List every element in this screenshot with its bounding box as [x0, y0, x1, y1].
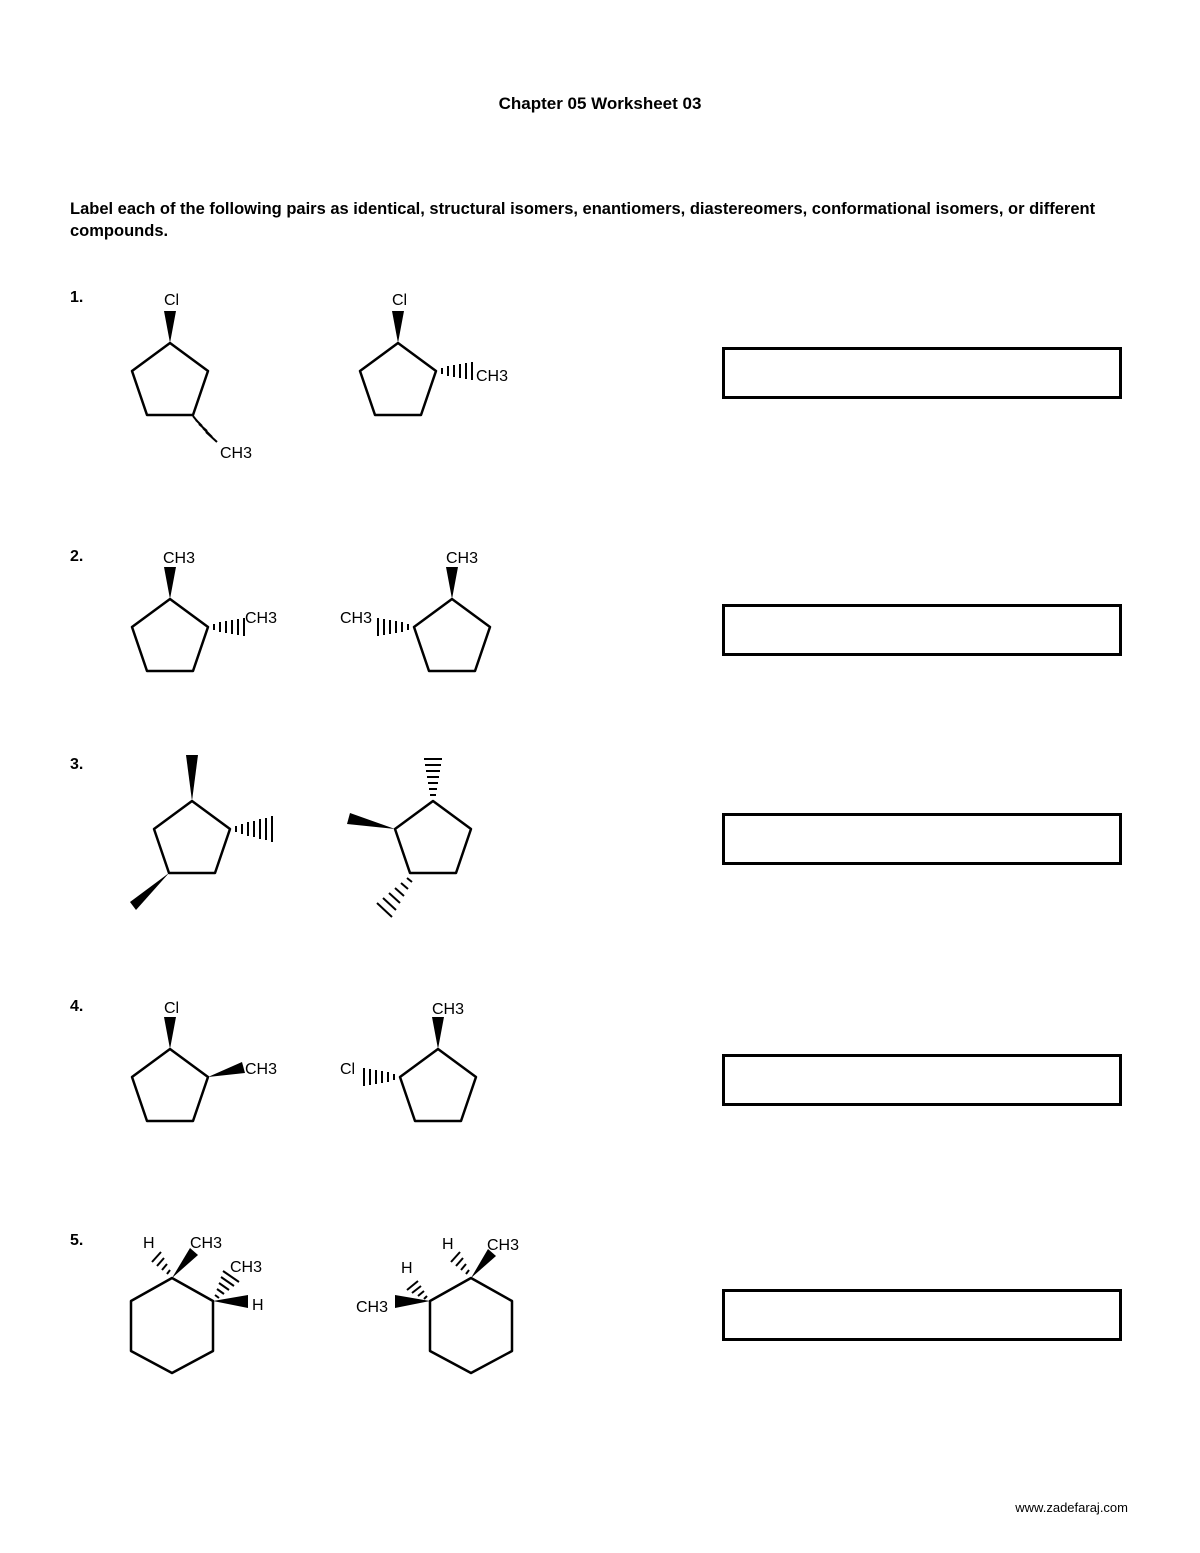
question-number-2: 2.	[70, 548, 84, 565]
q1-left-molecule	[132, 292, 252, 462]
q1-right-label-ch3: CH3	[476, 368, 509, 385]
q2-right-molecule	[340, 550, 490, 671]
q5-right-label-ch3-top: CH3	[487, 1237, 520, 1254]
q1-left-label-ch3: CH3	[220, 445, 253, 462]
question-number-3: 3.	[70, 756, 84, 773]
q4-right-label-cl: Cl	[340, 1061, 356, 1078]
q4-left-label-cl: Cl	[164, 1000, 180, 1017]
q2-left-molecule	[132, 550, 277, 671]
q5-right-label-h-left: H	[401, 1260, 413, 1277]
q5-left-molecule	[131, 1235, 264, 1373]
q4-left-label-ch3: CH3	[245, 1061, 278, 1078]
q5-left-label-h-top: H	[143, 1235, 155, 1252]
question-number-1: 1.	[70, 289, 84, 306]
footer-url: www.zadefaraj.com	[1015, 1500, 1128, 1515]
q2-right-label-ch3-top: CH3	[446, 550, 479, 567]
q5-left-label-ch3-top: CH3	[190, 1235, 223, 1252]
q5-left-label-h-right: H	[252, 1297, 264, 1314]
q5-right-label-h-top: H	[442, 1236, 454, 1253]
question-number-4: 4.	[70, 998, 84, 1015]
q4-right-label-ch3: CH3	[432, 1001, 465, 1018]
page-title: Chapter 05 Worksheet 03	[498, 94, 702, 113]
q5-right-molecule	[356, 1236, 519, 1373]
question-number-5: 5.	[70, 1232, 84, 1249]
q4-right-molecule	[340, 1001, 476, 1121]
instructions: Label each of the following pairs as identical, structural isomers, enantiomers, diastereomers, conformational isomers, or different compounds.	[70, 200, 1096, 240]
q1-right-label-cl: Cl	[392, 292, 408, 309]
q4-left-molecule	[132, 1000, 277, 1121]
q2-left-label-ch3-top: CH3	[163, 550, 196, 567]
q2-right-label-ch3-left: CH3	[340, 610, 373, 627]
q1-right-molecule	[360, 292, 508, 415]
q5-left-label-ch3-right: CH3	[230, 1259, 263, 1276]
q5-right-label-ch3-left: CH3	[356, 1299, 389, 1316]
q3-right-molecule	[347, 759, 471, 917]
q1-left-label-cl: Cl	[164, 292, 180, 309]
q2-left-label-ch3-right: CH3	[245, 610, 278, 627]
q3-left-molecule	[130, 755, 272, 910]
